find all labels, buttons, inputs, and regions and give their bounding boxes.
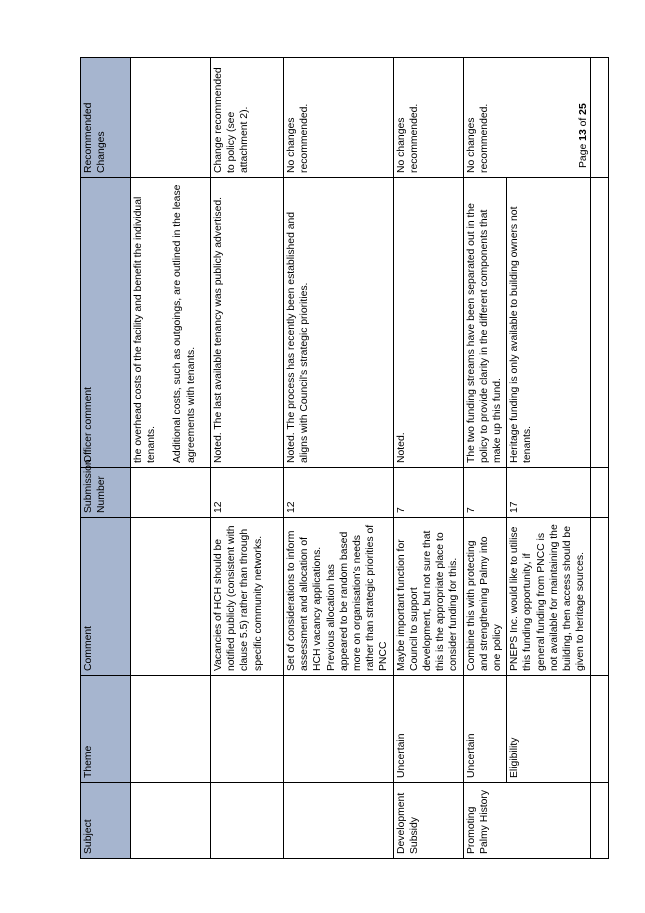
cell-theme: Uncertain bbox=[393, 676, 463, 783]
header-submission-number: Submission Number bbox=[81, 468, 131, 518]
cell-theme bbox=[591, 676, 609, 783]
cell-submission: 7 bbox=[393, 468, 463, 518]
cell-submission: 12 bbox=[211, 468, 284, 518]
officer-comment-paragraph: Additional costs, such as outgoings, are outlined in the lease agreements with tenants. bbox=[172, 184, 197, 463]
header-officer-comment: Officer comment bbox=[81, 178, 131, 468]
cell-subject bbox=[284, 783, 394, 859]
cell-recommended: Change recommended to policy (see attachment 2). bbox=[211, 58, 284, 178]
page-number-total: 25 bbox=[578, 103, 589, 115]
cell-theme bbox=[211, 676, 284, 783]
cell-submission: 7 bbox=[463, 468, 507, 518]
cell-submission: 17 bbox=[507, 468, 591, 518]
header-row bbox=[81, 58, 131, 859]
cell-comment: PNEPS Inc. would like to utilise this funding opportunity, if general funding from PNCC is not available for maintaining the building, then access should be given to heritage sources. bbox=[507, 518, 591, 676]
cell-officer-comment: Noted. bbox=[393, 178, 463, 468]
cell-recommended: No changes recommended. bbox=[393, 58, 463, 178]
cell-comment bbox=[591, 518, 609, 676]
header-theme: Theme bbox=[81, 676, 131, 783]
cell-officer-comment: Heritage funding is only available to building owners not tenants. bbox=[507, 178, 591, 468]
page-number bbox=[578, 103, 589, 168]
cell-theme bbox=[131, 676, 211, 783]
cell-theme bbox=[284, 676, 394, 783]
header-comment: Comment bbox=[81, 518, 131, 676]
cell-subject: Development Subsidy bbox=[393, 783, 463, 859]
cell-submission bbox=[131, 468, 211, 518]
cell-recommended bbox=[591, 58, 609, 178]
cell-comment: Maybe important function for Council to support development, but not sure that this is the appropriate place to consider funding for this. bbox=[393, 518, 463, 676]
cell-officer-comment bbox=[591, 178, 609, 468]
header-subject: Subject bbox=[81, 783, 131, 859]
cell-officer-comment: Noted. The process has recently been established and aligns with Council's strategic priorities. bbox=[284, 178, 394, 468]
cell-recommended: No changes recommended. bbox=[463, 58, 591, 178]
page-number-prefix: Page bbox=[578, 143, 589, 168]
cell-subject bbox=[131, 783, 211, 859]
cell-submission bbox=[591, 468, 609, 518]
page-number-current: 13 bbox=[578, 129, 589, 141]
cell-subject bbox=[211, 783, 284, 859]
cell-theme: Eligibility bbox=[507, 676, 591, 783]
cell-officer-comment bbox=[131, 178, 211, 468]
cell-recommended: No changes recommended. bbox=[284, 58, 394, 178]
cell-subject bbox=[591, 783, 609, 859]
page-number-of: of bbox=[578, 117, 589, 127]
cell-submission: 12 bbox=[284, 468, 394, 518]
cell-comment: Vacancies of HCH should be notified publicly (consistent with clause 5.5) rather than through specific community networks. bbox=[211, 518, 284, 676]
header-recommended-changes: Recommended Changes bbox=[81, 58, 131, 178]
submissions-table bbox=[80, 57, 609, 859]
table-row bbox=[284, 58, 394, 859]
table-row bbox=[131, 58, 211, 859]
cell-officer-comment: The two funding streams have been separated out in the policy to provide clarity in the different components that make up this fund. bbox=[463, 178, 507, 468]
table-row bbox=[211, 58, 284, 859]
cell-recommended bbox=[131, 58, 211, 178]
cell-comment bbox=[131, 518, 211, 676]
table-row bbox=[507, 58, 591, 859]
table-row bbox=[393, 58, 463, 859]
table-row bbox=[463, 58, 507, 859]
officer-comment-paragraph: the overhead costs of the facility and benefit the individual tenants. bbox=[133, 196, 158, 463]
cell-comment: Set of considerations to inform assessment and allocation of HCH vacancy applications. Previous allocation has appeared to be random based more on organisation's needs rather than strategic priorities of PNCC bbox=[284, 518, 394, 676]
cell-theme: Uncertain bbox=[463, 676, 507, 783]
cell-officer-comment: Noted. The last available tenancy was publicly advertised. bbox=[211, 178, 284, 468]
table-row bbox=[591, 58, 609, 859]
cell-comment: Combine this with protecting and strengthening Palmy into one policy bbox=[463, 518, 507, 676]
cell-subject: Promoting Palmy History bbox=[463, 783, 591, 859]
